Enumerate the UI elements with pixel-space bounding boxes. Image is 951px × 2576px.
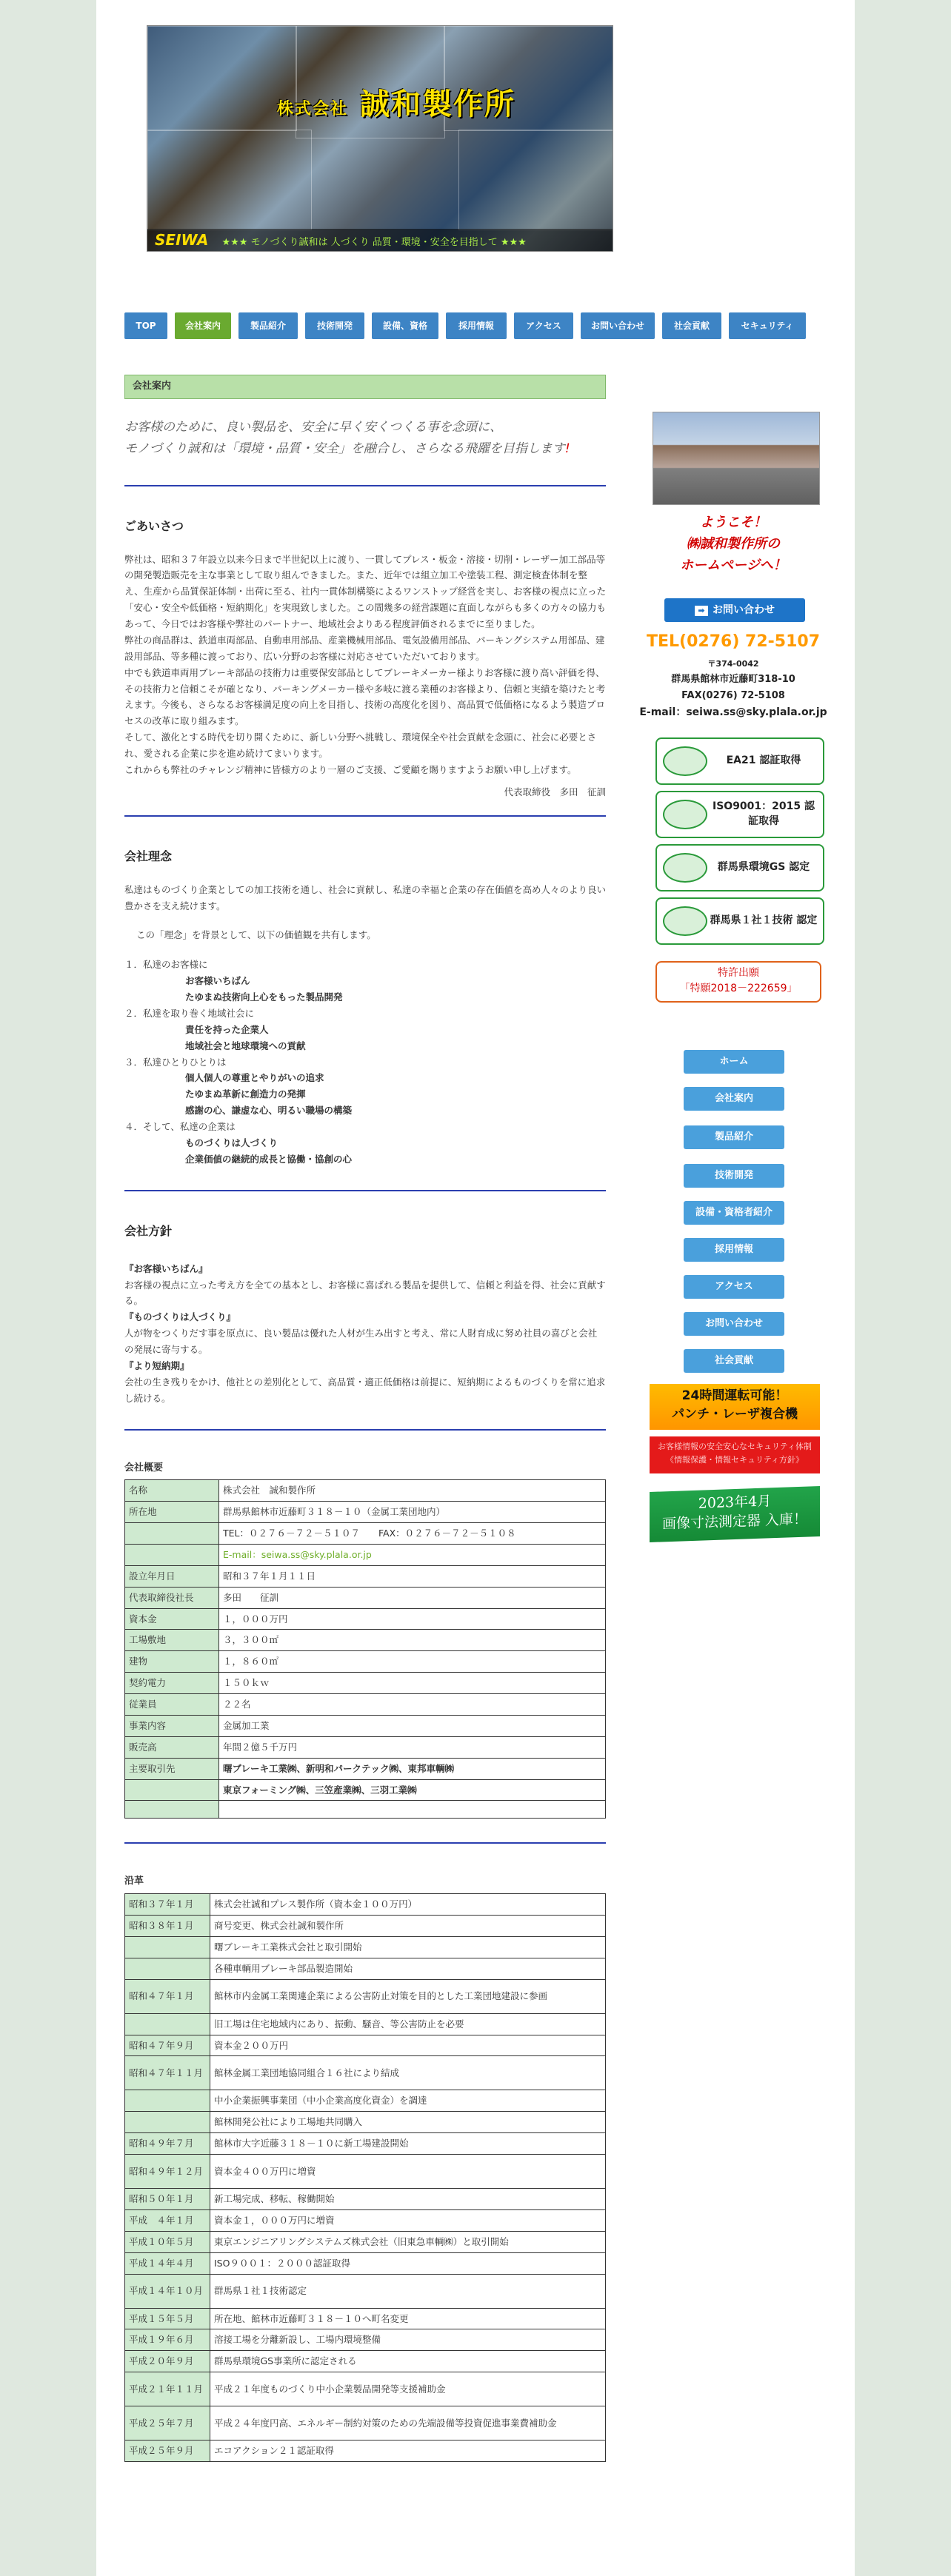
history-value: 館林開発公社により工場地共同購入 bbox=[210, 2112, 606, 2133]
main-content: 会社案内 お客様のために、良い製品を、安全に早く安くつくる事を念頭に、 モノづくり誠和は「環境・品質・安全」を融合し、さらなる飛躍を目指します! ごあいさつ 弊社は、昭和３７年設立以来今日まで半世紀以上に渡り、一貫してプレス・板金・溶接・切削・レーザー加工部品等の開発製造販売を主な事業として取り組んできました。また、近年では組立加工や塗装工程、測定検査体制を整え、生産から品質保証体制・出荷に至る、社内一貫体制構築によるワンストップ経営を実し、お客様の視点に立った「安心・安全や低価格・短納期化」を実現致しました。この間幾多の経営課題に直面しながらも多くの方々の協力もあって、今日ではお客様や弊社のパートナー、地域社会よりある程度評価されるまでに至りました。 弊社の商品群は、鉄道車両部品、自動車用部品、産業機械用部品、電気設備用部品、パーキングシステム用部品、建設用部品、等多種に渡っており、広い分野のお客様に対応させていただいております。 中でも鉄道車両用ブレーキ部品の技術力は重要保安部品としてブレーキメーカー様よりお客様に渡り高い評価を得、その技術力と信頼こそが確となり、パーキングメーカー様や多岐に渡る業種のお客様より、信頼と実績を築けたと考えます。今後も、さらなるお客様満足度の向上を目指し、技術の高度化を図り、高品質で低価格になるよう製造プロセスの改革に取り組みます。 そして、激化とする時代を切り開くために、新しい分野へ挑戦し、環境保全や社会貢献を念頭に、社会に必要とされ、愛される企業に歩を進め続けてまいります。 これからも弊社のチャレンジ精神に皆様方のより一層のご支援、ご愛顧を賜りますようお願い申し上げます。 代表取締役 多田 征訓 会社理念 私達はものづくり企業としての加工技術を通し、社会に貢献し、私達の幸福と企業の存在価値を高め人々のより良い豊かさを支え続けます。 この「理念」を背景として、以下の価値観を共有します。 １．私達のお客様に お客様いちばん たゆまぬ技術向上心をもった製品開発 ２．私達を取り巻く地域社会に 責任を持った企業人 地域社会と地球環境への貢献 ３．私達ひとりひとりは 個人個人の尊重とやりがいの追求 たゆまぬ革新に創造力の発揮 感謝の心、謙虚な心、明るい職場の構築 ４．そして、私達の企業は ものづくりは人づくり 企業価値の継続的成長と協働・協創の心 会社方針 『お客様いちばん』 お客様の視点に立った考え方を全ての基本とし、お客様に喜ばれる製品を提供して、信頼と利益を得、社会に貢献する。 『ものづくりは人づくり』 人が物をつくりだす事を原点に、良い製品は優れた人材が生み出すと考え、常に人財育成に努め社員の喜びと会社の発展に寄与する。 『より短納期』 会社の生き残りをかけ、他社との差別化として、高品質・適正低価格は前提に、短納期によるものづくりを常に追求し続ける。 会社概要 名称 株式会社 誠和製作所 所在地 群馬県館林市近藤町３１８－１０（金属工業団地内） TEL：０２７６－７２－５１０７ FAX：０２７６－７２－５１０８ E-mail：seiwa.ss@sky.plala.or.jp 設立年月日 昭和３７年１月１１日 代表取締役社長 多田 征訓 資本金 １，０００万円 工場敷地 ３，３００㎡ 建物 １，８６０㎡ 契約電力 １５０ｋｗ 従業員 ２２名 事業内容 金属加工業 販売高 年間２億５千万円 主要取引先 曙ブレーキ工業㈱、新明和パークテック㈱、東邦車輌㈱ 東京フォーミング㈱、三笠産業㈱、三羽工業㈱ 沿革 昭和３７年１月 株式会社誠和プレス製作所（資本金１００万円） 昭和３８年１月 商号変更、株式会社誠和製作所 曙ブレーキ工業株式会社と取引開始 各種車輌用ブレーキ部品製造開始 昭和４７年１月 館林市内金属工業関連企業による公害防止対策を目的とした工業団地建設に参画 旧工場は住宅地域内にあり、振動、騒音、等公害防止を必要 昭和４７年９月 資本金２００万円 昭和４７年１１月 館林金属工業団地協同組合１６社により結成 中小企業振興事業団（中小企業高度化資金）を調達 館林開発公社により工場地共同購入 昭和４９年７月 館林市大字近藤３１８－１０に新工場建設開始 昭和４９年１２月 資本金４００万円に増資 昭和５０年１月 新工場完成、移転、稼働開始 平成 ４年１月 資本金１，０００万円に増資 平成１０年５月 東京エンジニアリングシステムズ株式会社（旧東急車輌㈱）と取引開始 平成１４年４月 ISO９００１：２０００認証取得 平成１４年１０月 群馬県１社１技術認定 平成１５年５月 所在地、館林市近藤町３１８－１０へ町名変更 平成１９年６月 溶接工場を分離新設し、工場内環境整備 平成２０年９月 群馬県環境GS事業所に認定される 平成２１年１１月 平成２１年度ものづくり中小企業製品開発等支援補助金 平成２５年７月 平成２４年度円高、エネルギー制約対策のための先端設備等投資促進事業費補助金 平成２５年９月 エコアクション２１認証取得 bbox=[124, 375, 606, 2462]
table-row bbox=[125, 1523, 606, 1545]
history-label: 平成１４年４月 bbox=[125, 2252, 210, 2274]
side-nav-contact[interactable]: お問い合わせ bbox=[684, 1312, 784, 1336]
history-label: 昭和４７年９月 bbox=[125, 2035, 210, 2056]
overview-label: 主要取引先 bbox=[125, 1758, 219, 1779]
divider bbox=[124, 1429, 606, 1431]
table-row bbox=[125, 1916, 606, 1937]
overview-label: 事業内容 bbox=[125, 1715, 219, 1736]
overview-value[interactable]: E-mail：seiwa.ss@sky.plala.or.jp bbox=[219, 1544, 606, 1565]
punch-laser-banner[interactable]: 24時間運転可能！ パンチ・レーザ複合機 bbox=[650, 1384, 820, 1430]
table-row bbox=[125, 1480, 606, 1502]
nav-security[interactable]: セキュリティ bbox=[729, 312, 806, 339]
history-value: 商号変更、株式会社誠和製作所 bbox=[210, 1916, 606, 1937]
table-row bbox=[125, 2231, 606, 2252]
history-value: 旧工場は住宅地域内にあり、振動、騒音、等公害防止を必要 bbox=[210, 2013, 606, 2035]
side-nav-equipment[interactable]: 設備・資格者紹介 bbox=[684, 1201, 784, 1225]
table-row bbox=[125, 2329, 606, 2351]
table-row bbox=[125, 2112, 606, 2133]
history-label: 昭和４９年１２月 bbox=[125, 2155, 210, 2189]
history-value: 館林金属工業団地協同組合１６社により結成 bbox=[210, 2056, 606, 2090]
phone-number: TEL(0276) 72-5107 bbox=[646, 632, 821, 651]
history-value: エコアクション２１認証取得 bbox=[210, 2440, 606, 2462]
nav-access[interactable]: アクセス bbox=[514, 312, 573, 339]
nav-contact[interactable]: お問い合わせ bbox=[581, 312, 655, 339]
table-row bbox=[125, 2209, 606, 2231]
table-row bbox=[125, 1502, 606, 1523]
table-row bbox=[125, 1608, 606, 1630]
philosophy-title: 会社理念 bbox=[124, 849, 173, 863]
table-row bbox=[125, 2155, 606, 2189]
overview-value: １，０００万円 bbox=[219, 1608, 606, 1630]
iso9001-badge[interactable]: ISO9001：2015 認証取得 bbox=[655, 791, 824, 838]
side-nav-products[interactable]: 製品紹介 bbox=[684, 1125, 784, 1149]
history-value: 平成２１年度ものづくり中小企業製品開発等支援補助金 bbox=[210, 2372, 606, 2406]
one-tech-logo-icon bbox=[663, 906, 707, 936]
overview-table bbox=[124, 1479, 606, 1819]
history-label: 平成１０年５月 bbox=[125, 2231, 210, 2252]
divider bbox=[124, 485, 606, 486]
header-photo-5 bbox=[458, 130, 613, 230]
greeting-title: ごあいさつ bbox=[124, 518, 184, 533]
history-label: 昭和３８年１月 bbox=[125, 1916, 210, 1937]
overview-value bbox=[219, 1801, 606, 1819]
history-label: 平成２０年９月 bbox=[125, 2351, 210, 2372]
overview-label bbox=[125, 1523, 219, 1545]
overview-label: 建物 bbox=[125, 1651, 219, 1673]
history-label: 平成２５年７月 bbox=[125, 2406, 210, 2440]
nav-equipment[interactable]: 設備、資格 bbox=[372, 312, 438, 339]
table-row bbox=[125, 1715, 606, 1736]
history-label: 昭和４７年１１月 bbox=[125, 2056, 210, 2090]
history-value: ISO９００１：２０００認証取得 bbox=[210, 2252, 606, 2274]
table-row bbox=[125, 2351, 606, 2372]
side-nav-access[interactable]: アクセス bbox=[684, 1275, 784, 1299]
iso-logo-icon bbox=[663, 800, 707, 829]
overview-value: 東京フォーミング㈱、三笠産業㈱、三羽工業㈱ bbox=[219, 1779, 606, 1801]
table-row bbox=[125, 2308, 606, 2329]
overview-label: 代表取締役社長 bbox=[125, 1587, 219, 1608]
policy-title: 会社方針 bbox=[124, 1223, 173, 1238]
ea21-badge[interactable]: EA21 認証取得 bbox=[655, 737, 824, 785]
overview-value: １，８６０㎡ bbox=[219, 1651, 606, 1673]
nav-recruit[interactable]: 採用情報 bbox=[446, 312, 507, 339]
overview-label: 契約電力 bbox=[125, 1673, 219, 1694]
nav-social[interactable]: 社会貢献 bbox=[662, 312, 721, 339]
overview-title: 会社概要 bbox=[124, 1462, 164, 1473]
table-row bbox=[125, 2372, 606, 2406]
table-row bbox=[125, 2274, 606, 2308]
history-label: 平成２１年１１月 bbox=[125, 2372, 210, 2406]
lead-message: お客様のために、良い製品を、安全に早く安くつくる事を念頭に、 モノづくり誠和は「環境・品質・安全」を融合し、さらなる飛躍を目指します! bbox=[124, 419, 570, 456]
signature: 代表取締役 多田 征訓 bbox=[504, 786, 606, 797]
history-value: 各種車輌用ブレーキ部品製造開始 bbox=[210, 1958, 606, 1979]
header-banner bbox=[147, 25, 613, 252]
table-row bbox=[125, 1801, 606, 1819]
history-table bbox=[124, 1893, 606, 2462]
overview-value: 群馬県館林市近藤町３１８－１０（金属工業団地内） bbox=[219, 1502, 606, 1523]
table-row bbox=[125, 2035, 606, 2056]
overview-value: ２２名 bbox=[219, 1694, 606, 1716]
table-row bbox=[125, 1651, 606, 1673]
table-row bbox=[125, 1694, 606, 1716]
history-value: 群馬県環境GS事業所に認定される bbox=[210, 2351, 606, 2372]
history-label bbox=[125, 2112, 210, 2133]
values-list: １．私達のお客様に お客様いちばん たゆまぬ技術向上心をもった製品開発 ２．私達を取り巻く地域社会に 責任を持った企業人 地域社会と地球環境への貢献 ３．私達ひとりひとりは 個人個人の尊重とやりがいの追求 たゆまぬ革新に創造力の発揮 感謝の心、謙虚な心、明るい職場の構築 ４．そして、私達の企業は ものづくりは人づくり 企業価値の継続的成長と協働・協創の心 bbox=[124, 959, 353, 1165]
divider bbox=[124, 1190, 606, 1191]
side-nav-recruit[interactable]: 採用情報 bbox=[684, 1238, 784, 1262]
history-label: 昭和４７年１月 bbox=[125, 1979, 210, 2013]
overview-label: 設立年月日 bbox=[125, 1565, 219, 1587]
overview-label: 従業員 bbox=[125, 1694, 219, 1716]
history-label: 昭和５０年１月 bbox=[125, 2189, 210, 2210]
history-label bbox=[125, 2013, 210, 2035]
nav-top[interactable]: TOP bbox=[124, 312, 167, 339]
side-nav-technology[interactable]: 技術開発 bbox=[684, 1164, 784, 1188]
history-value: 中小企業振興事業団（中小企業高度化資金）を調達 bbox=[210, 2090, 606, 2112]
section-title: 会社案内 bbox=[124, 375, 606, 399]
history-value: 資本金４００万円に増資 bbox=[210, 2155, 606, 2189]
history-label: 昭和４９年７月 bbox=[125, 2133, 210, 2155]
history-label: 平成２５年９月 bbox=[125, 2440, 210, 2462]
overview-value: 年間２億５千万円 bbox=[219, 1736, 606, 1758]
table-row bbox=[125, 1758, 606, 1779]
table-row bbox=[125, 2252, 606, 2274]
overview-label: 販売高 bbox=[125, 1736, 219, 1758]
overview-value: 株式会社 誠和製作所 bbox=[219, 1480, 606, 1502]
company-address: 〒374-0042 群馬県館林市近藤町318-10 FAX(0276) 72-5108 E-mail：seiwa.ss@sky.plala.or.jp bbox=[639, 659, 827, 718]
table-row bbox=[125, 1630, 606, 1651]
patent-badge[interactable]: 特許出願 「特願2018－222659」 bbox=[655, 961, 821, 1003]
overview-label bbox=[125, 1544, 219, 1565]
table-row bbox=[125, 2090, 606, 2112]
history-label: 昭和３７年１月 bbox=[125, 1894, 210, 1916]
nav-company[interactable]: 会社案内 bbox=[175, 312, 231, 339]
contact-button[interactable]: ➡ お問い合わせ bbox=[664, 598, 805, 622]
history-label: 平成１９年６月 bbox=[125, 2329, 210, 2351]
table-row bbox=[125, 1779, 606, 1801]
overview-label bbox=[125, 1779, 219, 1801]
table-row bbox=[125, 2133, 606, 2155]
security-policy-banner[interactable]: お客様情報の安全安心なセキュリティ体制 《情報保護・情報セキュリティ方針》 bbox=[650, 1436, 820, 1473]
history-label bbox=[125, 1958, 210, 1979]
side-nav-social[interactable]: 社会貢献 bbox=[684, 1349, 784, 1373]
history-value: 溶接工場を分離新設し、工場内環境整備 bbox=[210, 2329, 606, 2351]
overview-value: TEL：０２７６－７２－５１０７ FAX：０２７６－７２－５１０８ bbox=[219, 1523, 606, 1545]
table-row bbox=[125, 2189, 606, 2210]
history-value: 所在地、館林市近藤町３１８－１０へ町名変更 bbox=[210, 2308, 606, 2329]
history-value: 平成２４年度円高、エネルギー制約対策のための先端設備等投資促進事業費補助金 bbox=[210, 2406, 606, 2440]
one-tech-badge[interactable]: 群馬県１社１技術 認定 bbox=[655, 897, 824, 945]
table-row bbox=[125, 2406, 606, 2440]
header-photo-1 bbox=[147, 26, 297, 131]
history-value: 館林市内金属工業関連企業による公害防止対策を目的とした工業団地建設に参画 bbox=[210, 1979, 606, 2013]
policy-body: 『お客様いちばん』 お客様の視点に立った考え方を全ての基本とし、お客様に喜ばれる製品を提供して、信頼と利益を得、社会に貢献する。 『ものづくりは人づくり』 人が物をつくりだす事を原点に、良い製品は優れた人材が生み出すと考え、常に人財育成に努め社員の喜びと会社の発展に寄与する。 『より短納期』 会社の生き残りをかけ、他社との差別化として、高品質・適正低価格は前提に、短納期によるものづくりを常に追求し続ける。 bbox=[124, 1262, 606, 1404]
ea21-logo-icon bbox=[663, 746, 707, 776]
company-logo: 株式会社 誠和製作所 bbox=[277, 87, 515, 121]
history-value: 東京エンジニアリングシステムズ株式会社（旧東急車輌㈱）と取引開始 bbox=[210, 2231, 606, 2252]
history-label bbox=[125, 2090, 210, 2112]
side-nav-company[interactable]: 会社案内 bbox=[684, 1087, 784, 1111]
history-value: 新工場完成、移転、稼働開始 bbox=[210, 2189, 606, 2210]
overview-value: 多田 征訓 bbox=[219, 1587, 606, 1608]
table-row bbox=[125, 1958, 606, 1979]
table-row bbox=[125, 1544, 606, 1565]
nav-technology[interactable]: 技術開発 bbox=[305, 312, 364, 339]
history-value: 資本金１，０００万円に増資 bbox=[210, 2209, 606, 2231]
table-row bbox=[125, 1936, 606, 1958]
nav-products[interactable]: 製品紹介 bbox=[238, 312, 298, 339]
table-row bbox=[125, 2056, 606, 2090]
gs-badge[interactable]: 群馬県環境GS 認定 bbox=[655, 844, 824, 891]
overview-label: 名称 bbox=[125, 1480, 219, 1502]
arrow-right-icon: ➡ bbox=[695, 606, 708, 616]
new-equipment-banner[interactable]: 2023年4月 画像寸法測定器 入庫！ bbox=[650, 1486, 820, 1542]
history-label bbox=[125, 1936, 210, 1958]
table-row bbox=[125, 2440, 606, 2462]
header-photo-4 bbox=[147, 130, 312, 230]
overview-value: 昭和３７年１月１１日 bbox=[219, 1565, 606, 1587]
history-value: 資本金２００万円 bbox=[210, 2035, 606, 2056]
welcome-text: ようこそ！ ㈱誠和製作所の ホームページへ！ bbox=[680, 515, 787, 573]
table-row bbox=[125, 1894, 606, 1916]
header-tagline: SEIWA ★★★ モノづくり誠和は 人づくり 品質・環境・安全を目指して ★★★ bbox=[147, 229, 613, 251]
table-row bbox=[125, 1565, 606, 1587]
history-title: 沿革 bbox=[124, 1876, 144, 1887]
history-value: 館林市大字近藤３１８－１０に新工場建設開始 bbox=[210, 2133, 606, 2155]
divider bbox=[124, 815, 606, 817]
building-photo bbox=[653, 412, 820, 505]
table-row bbox=[125, 1673, 606, 1694]
side-nav-home[interactable]: ホーム bbox=[684, 1050, 784, 1074]
overview-label: 所在地 bbox=[125, 1502, 219, 1523]
history-label: 平成 ４年１月 bbox=[125, 2209, 210, 2231]
history-label: 平成１４年１０月 bbox=[125, 2274, 210, 2308]
history-value: 群馬県１社１技術認定 bbox=[210, 2274, 606, 2308]
history-value: 曙ブレーキ工業株式会社と取引開始 bbox=[210, 1936, 606, 1958]
table-row bbox=[125, 2013, 606, 2035]
brand-logo: SEIWA bbox=[155, 231, 209, 249]
overview-value: １５０ｋｗ bbox=[219, 1673, 606, 1694]
divider bbox=[124, 1842, 606, 1844]
overview-value: ３，３００㎡ bbox=[219, 1630, 606, 1651]
overview-label: 工場敷地 bbox=[125, 1630, 219, 1651]
history-value: 株式会社誠和プレス製作所（資本金１００万円） bbox=[210, 1894, 606, 1916]
overview-value: 金属加工業 bbox=[219, 1715, 606, 1736]
table-row bbox=[125, 1979, 606, 2013]
gs-logo-icon bbox=[663, 853, 707, 883]
greeting-body: 弊社は、昭和３７年設立以来今日まで半世紀以上に渡り、一貫してプレス・板金・溶接・切削・レーザー加工部品等の開発製造販売を主な事業として取り組んできました。また、近年では組立加工や塗装工程、測定検査体制を整え、生産から品質保証体制・出荷に至る、社内一貫体制構築によるワンストップ経営を実し、お客様の視点に立った「安心・安全や低価格・短納期化」を実現致しました。この間幾多の経営課題に直面しながらも多くの方々の協力もあって、今日ではお客様や弊社のパートナー、地域社会よりある程度評価されるまでに至りました。 弊社の商品群は、鉄道車両部品、自動車用部品、産業機械用部品、電気設備用部品、パーキングシステム用部品、建設用部品、等多種に渡っており、広い分野のお客様に対応させていただいております。 中でも鉄道車両用ブレーキ部品の技術力は重要保安部品としてブレーキメーカー様よりお客様に渡り高い評価を得、その技術力と信頼こそが確となり、パーキングメーカー様や多岐に渡る業種のお客様より、信頼と実績を築けたと考えます。今後も、さらなるお客様満足度の向上を目指し、技術の高度化を図り、高品質で低価格になるよう製造プロセスの改革に取り組みます。 そして、激化とする時代を切り開くために、新しい分野へ挑戦し、環境保全や社会貢献を念頭に、社会に必要とされ、愛される企業に歩を進め続けてまいります。 これからも弊社のチャレンジ精神に皆様方のより一層のご支援、ご愛顧を賜りますようお願い申し上げます。 代表取締役 多田 征訓 bbox=[124, 552, 606, 800]
table-row bbox=[125, 1736, 606, 1758]
overview-value: 曙ブレーキ工業㈱、新明和パークテック㈱、東邦車輌㈱ bbox=[219, 1758, 606, 1779]
table-row bbox=[125, 1587, 606, 1608]
overview-label: 資本金 bbox=[125, 1608, 219, 1630]
main-nav bbox=[124, 312, 806, 339]
history-label: 平成１５年５月 bbox=[125, 2308, 210, 2329]
overview-label bbox=[125, 1801, 219, 1819]
